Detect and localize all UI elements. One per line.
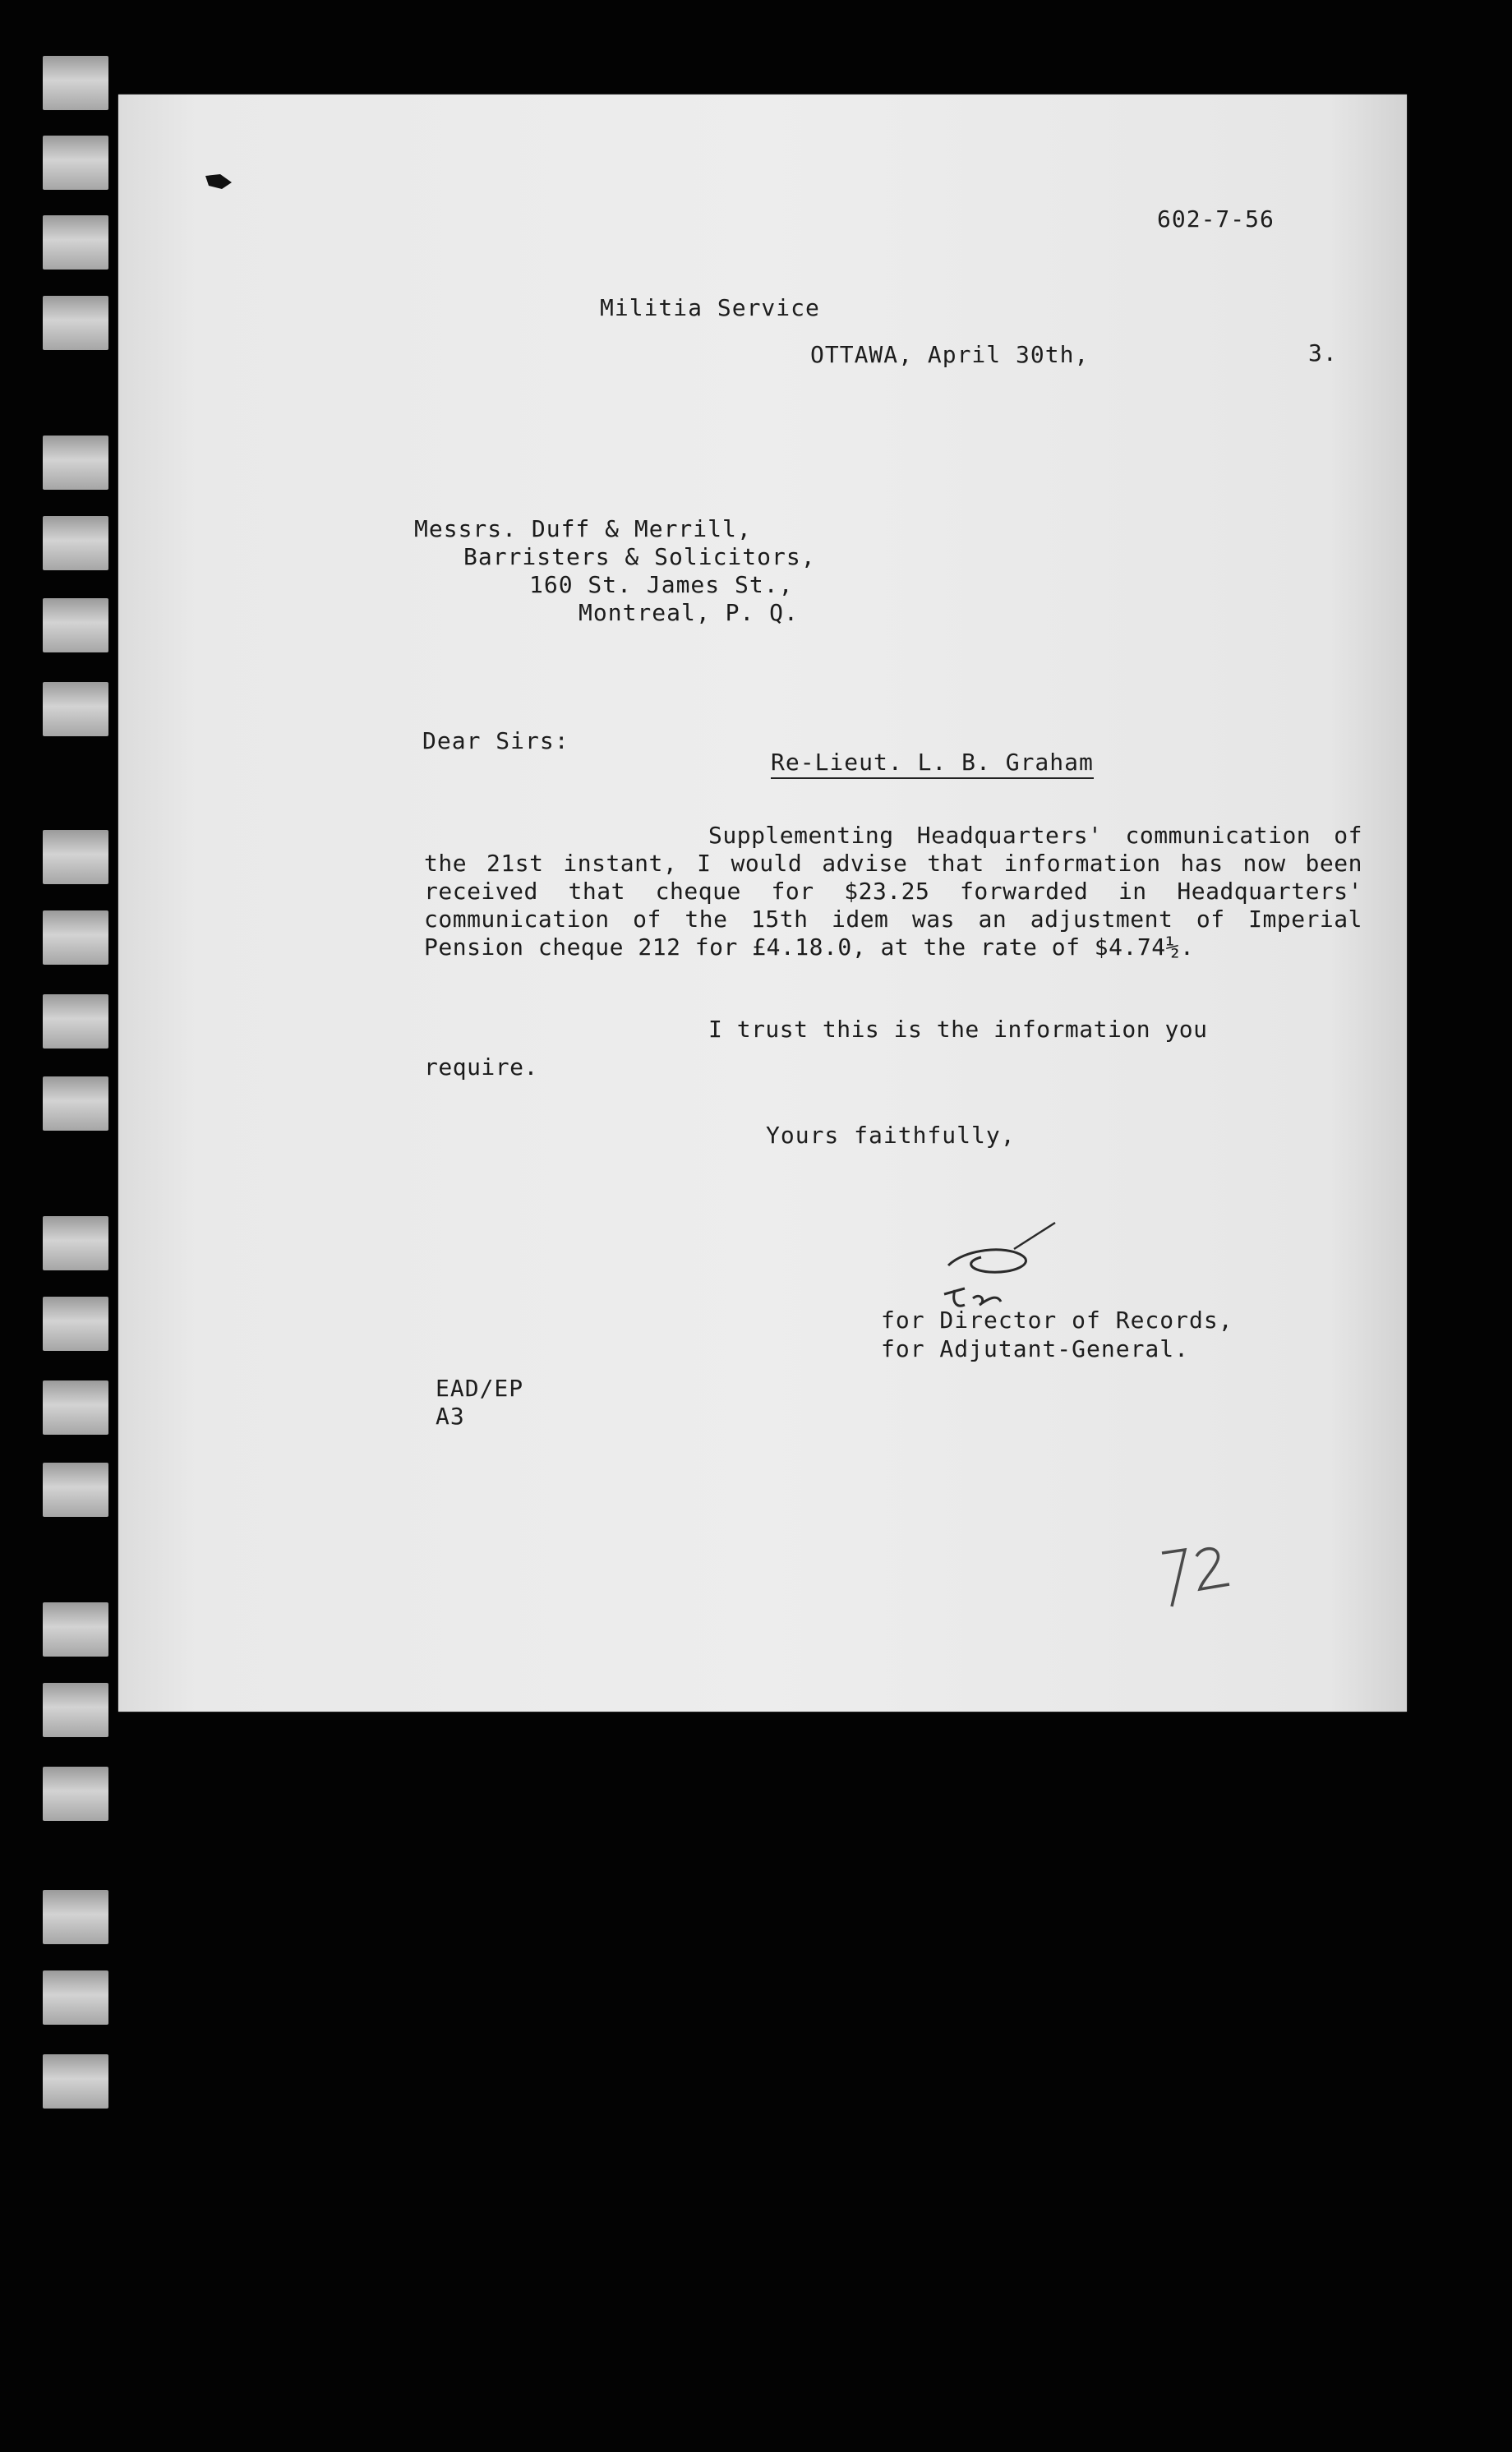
- sprocket-hole: [43, 136, 108, 190]
- signature-line-adjutant: for Adjutant-General.: [881, 1335, 1190, 1362]
- sprocket-hole: [43, 1602, 108, 1657]
- sprocket-hole: [43, 516, 108, 570]
- sprocket-hole: [43, 1380, 108, 1435]
- sprocket-hole: [43, 1767, 108, 1821]
- subject-line: Re-Lieut. L. B. Graham: [771, 749, 1094, 779]
- salutation: Dear Sirs:: [422, 727, 569, 754]
- sprocket-hole: [43, 1216, 108, 1270]
- service-heading: Militia Service: [600, 294, 820, 321]
- addressee-line: Messrs. Duff & Merrill,: [414, 515, 752, 542]
- sprocket-hole: [43, 215, 108, 270]
- body-paragraph: Supplementing Headquarters' communication of the 21st instant, I would advise that information has now been received that cheque for $23.25 forwarded in Headquarters' communication of the 15th idem was an adjustment of Imperial Pension cheque 212 for £4.18.0, at the rate of $4.74½.: [424, 822, 1362, 961]
- microfilm-sprocket-strip: [43, 49, 113, 2169]
- sprocket-hole: [43, 436, 108, 490]
- sprocket-hole: [43, 598, 108, 652]
- file-number: 602-7-56: [1157, 205, 1275, 233]
- addressee-line: 160 St. James St.,: [529, 571, 794, 598]
- sprocket-hole: [43, 994, 108, 1049]
- signature-line-director: for Director of Records,: [881, 1307, 1233, 1334]
- addressee-line: Montreal, P. Q.: [579, 599, 799, 626]
- page-number: 3.: [1308, 339, 1338, 366]
- sprocket-hole: [43, 830, 108, 884]
- reference-initials: EAD/EP: [436, 1375, 524, 1402]
- body-paragraph: I trust this is the information you require.: [424, 1016, 1208, 1081]
- sprocket-hole: [43, 1683, 108, 1737]
- sprocket-hole: [43, 910, 108, 965]
- complimentary-close: Yours faithfully,: [766, 1122, 1016, 1149]
- sprocket-hole: [43, 1297, 108, 1351]
- sprocket-hole: [43, 682, 108, 736]
- letter-page: [118, 94, 1407, 1712]
- addressee-line: Barristers & Solicitors,: [463, 543, 816, 570]
- sprocket-hole: [43, 2054, 108, 2109]
- sprocket-hole: [43, 1463, 108, 1517]
- handwritten-page-number: [1154, 1528, 1244, 1619]
- corner-ink-mark: [204, 171, 233, 192]
- sprocket-hole: [43, 1890, 108, 1944]
- sprocket-hole: [43, 1970, 108, 2025]
- place-and-date: OTTAWA, April 30th,: [810, 341, 1090, 368]
- sprocket-hole: [43, 56, 108, 110]
- sprocket-hole: [43, 1076, 108, 1131]
- sprocket-hole: [43, 296, 108, 350]
- reference-code: A3: [436, 1403, 465, 1430]
